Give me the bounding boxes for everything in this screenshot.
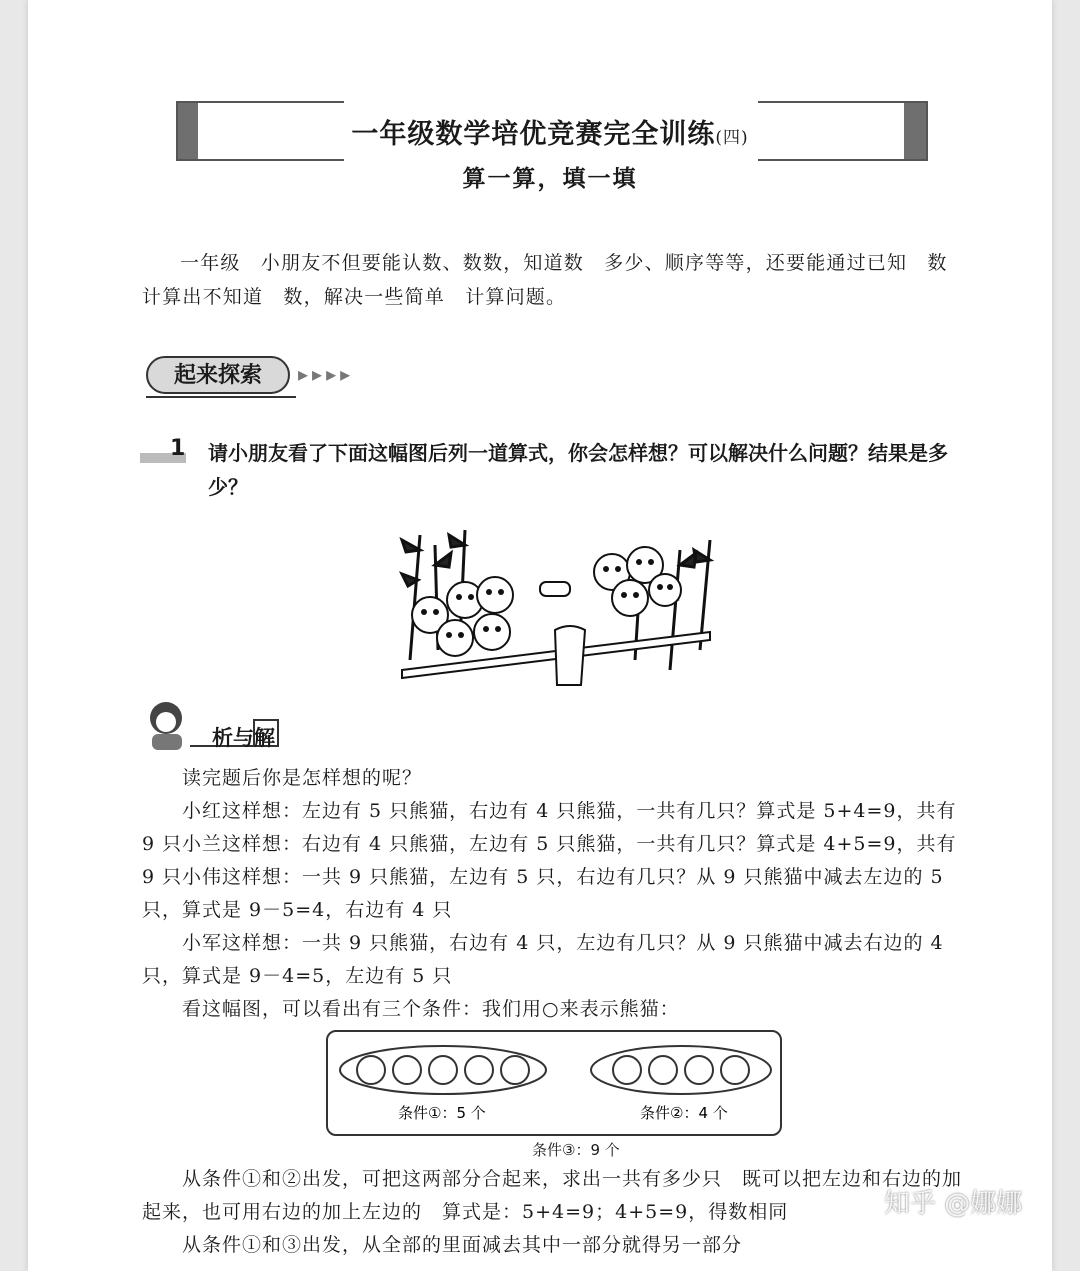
log-icon: [540, 582, 570, 596]
section-underline: [146, 396, 296, 398]
left-panda-circles: [357, 1056, 529, 1084]
page-subtitle: 算一算，填一填: [462, 165, 638, 192]
condition-1-label: 条件①：5 个: [398, 1104, 486, 1122]
panda-circle: [357, 1056, 385, 1084]
section-label: 起来探索: [146, 356, 290, 394]
analysis-line: 小伟这样想：一共 9 只熊猫，左边有 5 只，右边有几只？从 9 只熊猫中减去左边的 5 只，算式是 9－5=4，右边有 4 只: [142, 866, 944, 921]
panda-circle: [393, 1056, 421, 1084]
conclusion-paragraph-1: 从条件①和②出发，可把这两部分合起来，求出一共有多少只 既可以把左边和右边的加起来，也可用右边的加上左边的 算式是：5+4=9；4+5=9，得数相同: [142, 1168, 963, 1223]
analysis-line: 读完题后你是怎样想的呢？: [182, 767, 423, 789]
condition-diagram-svg: [328, 1032, 780, 1134]
condition-2-label: 条件②：4 个: [640, 1104, 728, 1122]
conclusion-paragraph-2: 从条件①和③出发，从全部的里面减去其中一部分就得另一部分: [182, 1234, 743, 1256]
analysis-line: 小红这样想：左边有 5 只熊猫，右边有 4 只熊猫，一共有几只？算式是 5+4=9，共有 9 只: [142, 800, 957, 855]
question-text: 请小朋友看了下面这幅图后列一道算式，你会怎样想？可以解决什么问题？结果是多少？: [208, 441, 948, 499]
panda-circle: [465, 1056, 493, 1084]
panda-circle: [721, 1056, 749, 1084]
condition-3-label: 条件③：9 个: [532, 1141, 620, 1159]
panda-circle: [429, 1056, 457, 1084]
analysis-line: 小兰这样想：右边有 4 只熊猫，左边有 5 只熊猫，一共有几只？算式是 4+5=9，共有 9 只: [142, 833, 957, 888]
panda-circle: [685, 1056, 713, 1084]
section-arrows-icon: ▸▸▸▸: [298, 362, 355, 386]
pandas-left: [412, 577, 513, 656]
analysis-line: 小军这样想：一共 9 只熊猫，右边有 4 只，左边有几只？从 9 只熊猫中减去右边的 4 只，算式是 9－4=5，左边有 5 只: [142, 932, 944, 987]
panda-seesaw-illustration: [380, 520, 725, 695]
panda-circle: [501, 1056, 529, 1084]
pandas-right: [594, 547, 681, 616]
panda-circle: [613, 1056, 641, 1084]
condition-diagram: [326, 1030, 782, 1136]
right-panda-circles: [613, 1056, 749, 1084]
analysis-line: 看这幅图，可以看出有三个条件：我们用○来表示熊猫：: [182, 998, 680, 1020]
page-title: 一年级数学培优竞赛完全训练(四): [351, 119, 749, 150]
title-banner-right: [758, 101, 928, 161]
panda-circle: [649, 1056, 677, 1084]
watermark: 知乎 @娜娜: [884, 1189, 1023, 1219]
analysis-label: 析与解: [212, 725, 275, 750]
title-suffix: (四): [715, 128, 749, 148]
intro-paragraph: 一年级 小朋友不但要能认数、数数，知道数 多少、顺序等等，还要能通过已知 数计算出不知道 数，解决一些简单 计算问题。: [142, 252, 948, 308]
question-number: 1: [170, 436, 186, 461]
seesaw-stump: [555, 626, 585, 685]
title-banner-left: [176, 101, 344, 161]
